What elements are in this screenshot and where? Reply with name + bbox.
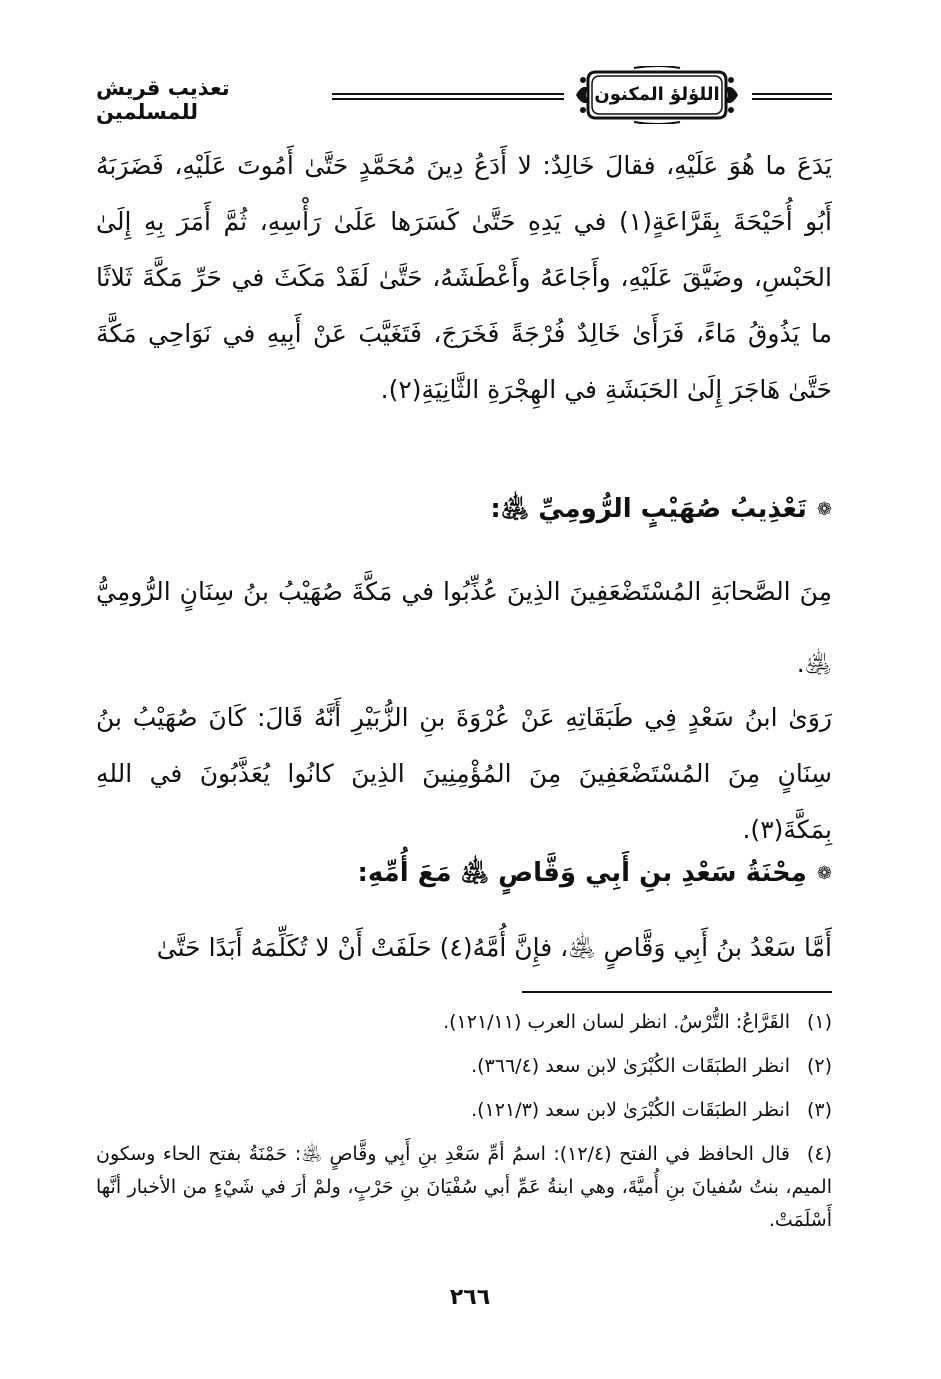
footnote-4 xyxy=(96,1138,832,1237)
section-heading-suhaib xyxy=(96,492,832,530)
footnote-number: (٣) xyxy=(806,1099,832,1121)
footnote-number: (٤) xyxy=(806,1143,832,1165)
flower-bullet-icon: ❁ xyxy=(816,863,832,884)
paragraph-suhaib-intro: مِنَ الصَّحابَةِ المُسْتَضْعَفِينَ الذِينَ عُذِّبُوا في مَكَّةَ صُهَيْبُ بنُ سِنَانٍ الرُّومِيُّ ﵁. xyxy=(96,577,832,678)
book-name: اللؤلؤ المكنون xyxy=(594,84,720,105)
footnote-2 xyxy=(96,1050,832,1083)
footnote-number: (٢) xyxy=(806,1055,832,1077)
footnote-1 xyxy=(96,1006,832,1039)
heading-text: تَعْذِيبُ صُهَيْبٍ الرُّومِيِّ ﵁: xyxy=(490,494,807,524)
chapter-title: تعذيب قريش للمسلمين xyxy=(96,76,230,124)
footnote-text: انظر الطبَقَات الكُبْرَىٰ لابن سعد (٣٦٦/٤). xyxy=(471,1055,790,1077)
header-rule-right xyxy=(752,93,832,100)
header-rule-left xyxy=(332,93,564,100)
section-heading-saad xyxy=(96,856,832,894)
footnote-text: انظر الطبَقَات الكُبْرَىٰ لابن سعد (١٢١/٣). xyxy=(471,1099,790,1121)
paragraph-khalid: يَدَعَ ما هُوَ عَلَيْهِ، فقالَ خَالِدٌ: لا أَدَعُ دِينَ مُحَمَّدٍ حَتَّىٰ أَمُوتَ عَلَيْهِ، فَضَرَبَهُ أَبُو أُحَيْحَةَ بِقَرَّاعَةٍ(١) في يَدِهِ حَتَّىٰ كَسَرَها عَلَىٰ رَأْسِهِ، ثُمَّ أَمَرَ بِهِ إِلَىٰ الحَبْسِ، وضَيَّقَ عَلَيْهِ، وأَجَاعَهُ وأَعْطَشَهُ، حَتَّىٰ لَقَدْ مَكَثَ في حَرِّ مَكَّةَ ثَلاثًا ما يَذُوقُ مَاءً، فَرَأَىٰ خَالِدٌ فُرْجَةً فَخَرَجَ، فَتَغَيَّبَ عَنْ أَبِيهِ في نَوَاحِي مَكَّةَ حَتَّىٰ هَاجَرَ إِلَىٰ الحَبَشَةِ في الهِجْرَةِ الثَّانِيَةِ(٢). xyxy=(96,151,832,404)
footnote-number: (١) xyxy=(806,1011,832,1033)
heading-text: مِحْنَةُ سَعْدِ بنِ أَبِي وَقَّاصٍ ﵁ مَعَ أُمِّهِ: xyxy=(357,858,807,888)
footnote-3 xyxy=(96,1094,832,1127)
footnote-text: القَرَّاعُ: التُّرْسُ. انظر لسان العرب (١٢١/١١). xyxy=(443,1011,790,1033)
page-number: ٢٦٦ xyxy=(449,1285,491,1310)
paragraph-ibn-saad: رَوَىٰ ابنُ سَعْدٍ فِي طَبَقَاتِهِ عَنْ عُرْوَةَ بنِ الزُّبَيْرِ أَنَّهُ قَالَ: كَانَ صُهَيْبُ بنُ سِنَانٍ مِنَ المُسْتَضْعَفِينَ مِنَ المُؤْمِنِينَ الذِينَ كانُوا يُعَذَّبُونَ في اللهِ بِمَكَّةَ(٣). xyxy=(96,703,832,844)
running-header xyxy=(96,66,832,128)
footnote-separator xyxy=(522,991,832,993)
book-emblem xyxy=(574,66,740,124)
paragraph-saad: أَمَّا سَعْدُ بنُ أَبِي وَقَّاصٍ ﵁، فإِنَّ أُمَّهُ(٤) حَلَفَتْ أَنْ لا تُكَلِّمَهُ أَبَدًا حَتَّىٰ xyxy=(156,933,832,962)
flower-bullet-icon: ❁ xyxy=(816,499,832,520)
footnote-text: قال الحافظ في الفتح (١٢/٤): اسمُ أمِّ سَعْدِ بنِ أَبِي وقَّاصٍ ﵁: حَمْنَةُ بفتح الحاء وسكون الميم، بنتُ سُفيانَ بنِ أُميَّةَ، وهي ابنةُ عَمِّ أبي سُفْيَانَ بنِ حَرْبٍ، ولمْ أرَ في شَيْءٍ من الأخبار أنَّها أَسْلَمَتْ. xyxy=(96,1143,832,1231)
